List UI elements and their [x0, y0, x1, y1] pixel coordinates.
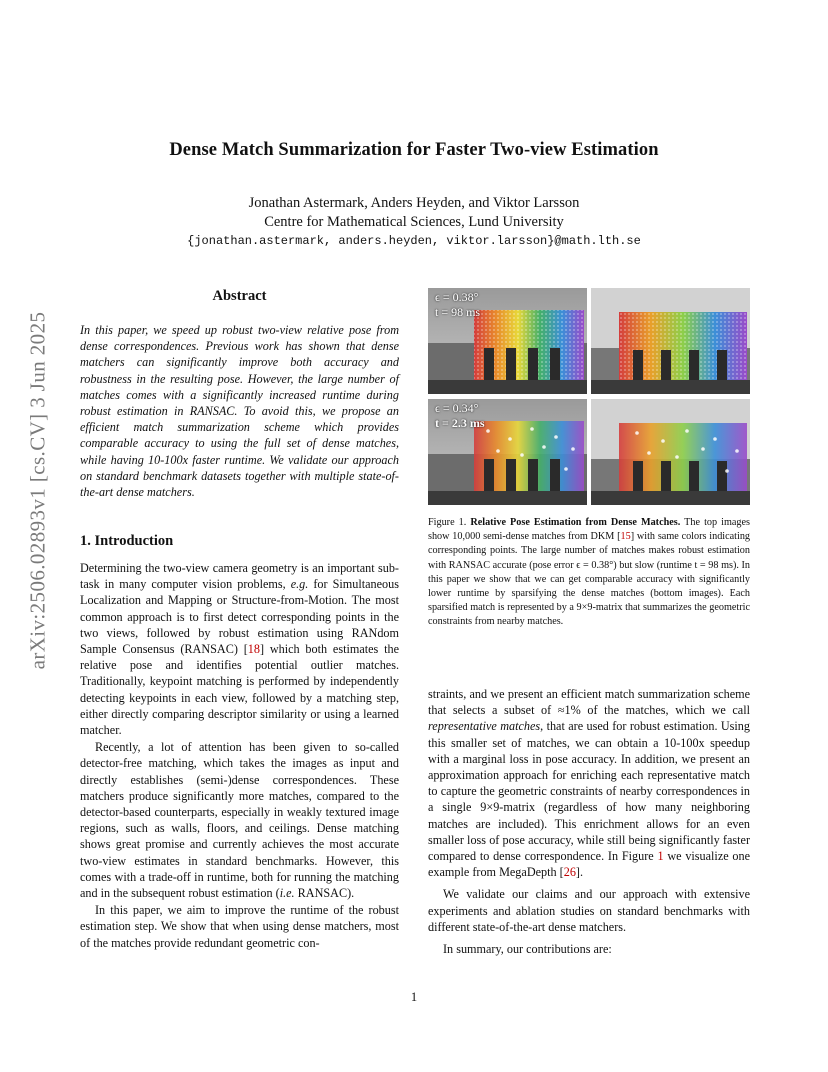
bottom-runtime: t = 2.3 ms — [435, 416, 485, 430]
citation-link[interactable]: 18 — [247, 642, 260, 657]
author-block — [0, 194, 828, 232]
right-paragraph-2: We validate our claims and our approach with extensive experiments and ablation studies on standard benchmarks with different state-of-the-art dense matchers. — [428, 887, 750, 934]
intro-paragraph-3: In this paper, we aim to improve the runtime of the robust estimation step. We show that when using dense matchers, most of the matches provide redundant geometric con- — [80, 903, 399, 950]
caption-label: Figure 1. — [428, 517, 467, 528]
image-dense-view-2 — [591, 288, 750, 394]
intro-left-column — [80, 560, 399, 951]
image-sparse-view-2 — [591, 399, 750, 505]
paper-title: Dense Match Summarization for Faster Two-view Estimation — [169, 140, 659, 160]
authors: Jonathan Astermark, Anders Heyden, and Viktor Larsson — [248, 195, 580, 211]
bottom-pose-error: ϵ = 0.34° — [435, 401, 479, 415]
arxiv-id: arXiv:2506.02893v1 [cs.CV] 3 Jun 2025 — [25, 311, 50, 669]
bottom-overlay — [435, 401, 485, 431]
right-paragraph-3: In summary, our contributions are: — [443, 942, 612, 957]
citation-link[interactable]: 15 — [620, 531, 631, 543]
top-pose-error: ϵ = 0.38° — [435, 290, 479, 304]
top-overlay — [435, 290, 480, 320]
intro-right-column — [428, 686, 750, 957]
page-number: 1 — [410, 990, 418, 1004]
intro-paragraph-1: Determining the two-view camera geometry is an important sub-task in many computer vision problems, e.g. for Simultaneous Localization and Mapping or Structure-from-Motion. The most common approach is to first detect corresponding points in the two views, followed by robust estimation using RANdom Sample Consensus (RANSAC) [18] which both estimates the relative pose and identifies potential outlier matches. Traditionally, keypoint matching is performed by independently detecting keypoints in each view, followed by a matching step, either directly comparing descriptor similarity or using a learned matcher. — [80, 561, 399, 738]
figure-1 — [428, 288, 750, 506]
abstract-text: In this paper, we speed up robust two-view relative pose from dense correspondences. Previous work has shown that dense matchers can significantly improve both accuracy and robustness in the resulting pose. However, the large number of matches comes with a significantly increased runtime during robust estimation in RANSAC. To avoid this, we propose an efficient match summarization scheme which provides comparable accuracy to using the full set of dense matches, while having 10-100x faster runtime. We validate our approach on standard benchmark datasets together with multiple state-of-the-art dense matchers. — [80, 323, 399, 500]
intro-paragraph-2: Recently, a lot of attention has been given to so-called detector-free matching, which takes the images as input and directly establishes (semi-)dense correspondences. These matchers produce significantly more matches, compared to the detector-based counterparts, especially in weakly textured image regions, such as walls, floors, and ceilings. Dense matching shows great promise and currently achieves the most accurate two-view estimates in standard benchmarks. However, this comes with a trade-off in runtime, both for running the matching and in the subsequent robust estimation (i.e. RANSAC). — [80, 740, 399, 901]
figure-link[interactable]: 1 — [657, 849, 664, 864]
figure-caption: Figure 1. Relative Pose Estimation from Dense Matches. The top images show 10,000 semi-dense matches from DKM [15] with same colors indicating corresponding points. The large number of matches makes robust estimation with RANSAC accurate (pose error ϵ = 0.38°) but slow (runtime t = 98 ms). In this paper we show that we can get comparable accuracy with significantly lower runtime by sparsifying the dense matches (bottom images). Each sparsified match is represented by a 9×9-matrix that summarizes the geometric constraints from nearby matches. — [428, 517, 751, 628]
section-heading: 1. Introduction — [80, 533, 174, 549]
top-runtime: t = 98 ms — [435, 305, 481, 319]
arxiv-stamp — [20, 300, 56, 680]
affiliation: Centre for Mathematical Sciences, Lund University — [264, 214, 564, 230]
right-paragraph-1: straints, and we present an efficient match summarization scheme that selects a subset of ≈1% of the matches, which we call representative matches, that are used for robust estimation. Using this smaller set of matches, we can obtain a 10-100x speedup with a marginal loss in pose accuracy. In addition, we present an approximation approach for enriching each representative match to capture the geometric constraints of nearby correspondences in a single 9×9-matrix (regardless of how many neighboring matches are included). This enrichment allows for an even smaller loss of pose accuracy, while still being significantly faster compared to dense correspondence. In Figure 1 we visualize one example from MegaDepth [26]. — [428, 687, 751, 880]
citation-link[interactable]: 26 — [563, 865, 576, 880]
emails: {jonathan.astermark, anders.heyden, viktor.larsson}@math.lth.se — [187, 234, 641, 248]
abstract-heading: Abstract — [212, 288, 267, 304]
caption-title: Relative Pose Estimation from Dense Matches. — [470, 517, 681, 528]
